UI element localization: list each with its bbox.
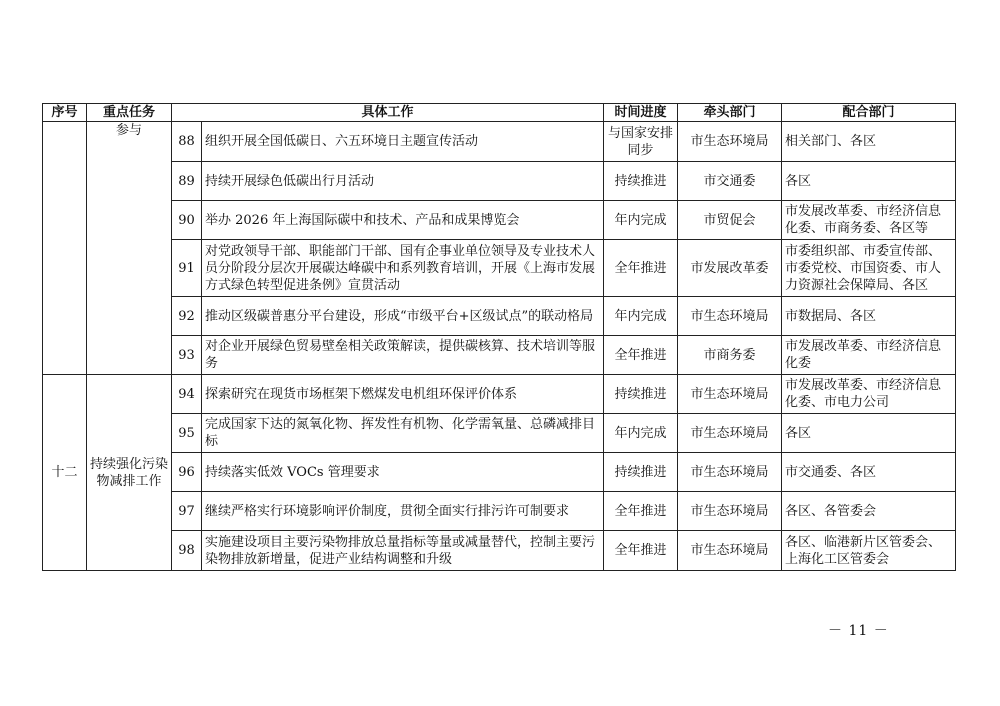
table-row bbox=[43, 336, 956, 375]
item-time: 与国家安排同步 bbox=[604, 122, 678, 162]
item-number: 90 bbox=[172, 201, 202, 240]
item-work: 举办 2026 年上海国际碳中和技术、产品和成果博览会 bbox=[202, 201, 604, 240]
header-seq: 序号 bbox=[43, 104, 87, 122]
item-work: 继续严格实行环境影响评价制度，贯彻全面实行排污许可制要求 bbox=[202, 492, 604, 531]
table-row bbox=[43, 453, 956, 492]
item-number: 94 bbox=[172, 375, 202, 414]
group-seq: 十二 bbox=[43, 375, 87, 571]
item-lead: 市发展改革委 bbox=[678, 240, 782, 297]
item-time: 全年推进 bbox=[604, 240, 678, 297]
table-row bbox=[43, 240, 956, 297]
item-time: 年内完成 bbox=[604, 297, 678, 336]
header-time: 时间进度 bbox=[604, 104, 678, 122]
item-number: 96 bbox=[172, 453, 202, 492]
table-row bbox=[43, 375, 956, 414]
item-work: 推动区级碳普惠分平台建设，形成“市级平台+区级试点”的联动格局 bbox=[202, 297, 604, 336]
item-lead: 市生态环境局 bbox=[678, 375, 782, 414]
group-task: 参与 bbox=[87, 122, 172, 375]
item-coop: 市数据局、各区 bbox=[782, 297, 956, 336]
item-work: 探索研究在现货市场框架下燃煤发电机组环保评价体系 bbox=[202, 375, 604, 414]
item-work: 对党政领导干部、职能部门干部、国有企事业单位领导及专业技术人员分阶段分层次开展碳达峰碳中和系列教育培训，开展《上海市发展方式绿色转型促进条例》宣贯活动 bbox=[202, 240, 604, 297]
item-time: 全年推进 bbox=[604, 336, 678, 375]
item-lead: 市生态环境局 bbox=[678, 453, 782, 492]
item-time: 持续推进 bbox=[604, 453, 678, 492]
item-lead: 市生态环境局 bbox=[678, 531, 782, 571]
item-number: 93 bbox=[172, 336, 202, 375]
item-work: 完成国家下达的氮氧化物、挥发性有机物、化学需氧量、总磷减排目标 bbox=[202, 414, 604, 453]
item-coop: 各区 bbox=[782, 414, 956, 453]
table-row bbox=[43, 492, 956, 531]
item-coop: 各区 bbox=[782, 162, 956, 201]
header-lead: 牵头部门 bbox=[678, 104, 782, 122]
item-time: 持续推进 bbox=[604, 375, 678, 414]
group-seq bbox=[43, 122, 87, 375]
item-lead: 市商务委 bbox=[678, 336, 782, 375]
item-time: 年内完成 bbox=[604, 414, 678, 453]
header-task: 重点任务 bbox=[87, 104, 172, 122]
item-coop: 各区、临港新片区管委会、上海化工区管委会 bbox=[782, 531, 956, 571]
item-lead: 市贸促会 bbox=[678, 201, 782, 240]
work-plan-table bbox=[42, 103, 956, 571]
table-header-row bbox=[43, 104, 956, 122]
item-coop: 市发展改革委、市经济信息化委、市商务委、各区等 bbox=[782, 201, 956, 240]
item-work: 组织开展全国低碳日、六五环境日主题宣传活动 bbox=[202, 122, 604, 162]
item-time: 全年推进 bbox=[604, 492, 678, 531]
item-number: 88 bbox=[172, 122, 202, 162]
item-lead: 市交通委 bbox=[678, 162, 782, 201]
item-coop: 相关部门、各区 bbox=[782, 122, 956, 162]
table-row bbox=[43, 531, 956, 571]
item-lead: 市生态环境局 bbox=[678, 414, 782, 453]
item-coop: 市委组织部、市委宣传部、市委党校、市国资委、市人力资源社会保障局、各区 bbox=[782, 240, 956, 297]
table-row bbox=[43, 122, 956, 162]
item-work: 实施建设项目主要污染物排放总量指标等量或减量替代，控制主要污染物排放新增量，促进产业结构调整和升级 bbox=[202, 531, 604, 571]
item-lead: 市生态环境局 bbox=[678, 122, 782, 162]
item-time: 持续推进 bbox=[604, 162, 678, 201]
header-coop: 配合部门 bbox=[782, 104, 956, 122]
item-work: 对企业开展绿色贸易壁垒相关政策解读，提供碳核算、技术培训等服务 bbox=[202, 336, 604, 375]
item-work: 持续落实低效 VOCs 管理要求 bbox=[202, 453, 604, 492]
item-coop: 市发展改革委、市经济信息化委 bbox=[782, 336, 956, 375]
item-coop: 市发展改革委、市经济信息化委、市电力公司 bbox=[782, 375, 956, 414]
item-time: 年内完成 bbox=[604, 201, 678, 240]
item-time: 全年推进 bbox=[604, 531, 678, 571]
item-work: 持续开展绿色低碳出行月活动 bbox=[202, 162, 604, 201]
table-row bbox=[43, 414, 956, 453]
table-row bbox=[43, 162, 956, 201]
item-number: 92 bbox=[172, 297, 202, 336]
item-lead: 市生态环境局 bbox=[678, 297, 782, 336]
page-number: － 11 － bbox=[828, 623, 889, 639]
table-row bbox=[43, 297, 956, 336]
item-number: 95 bbox=[172, 414, 202, 453]
item-number: 97 bbox=[172, 492, 202, 531]
item-coop: 市交通委、各区 bbox=[782, 453, 956, 492]
header-work: 具体工作 bbox=[172, 104, 604, 122]
item-number: 91 bbox=[172, 240, 202, 297]
item-coop: 各区、各管委会 bbox=[782, 492, 956, 531]
item-lead: 市生态环境局 bbox=[678, 492, 782, 531]
table-row bbox=[43, 201, 956, 240]
item-number: 89 bbox=[172, 162, 202, 201]
group-task: 持续强化污染物减排工作 bbox=[87, 375, 172, 571]
item-number: 98 bbox=[172, 531, 202, 571]
